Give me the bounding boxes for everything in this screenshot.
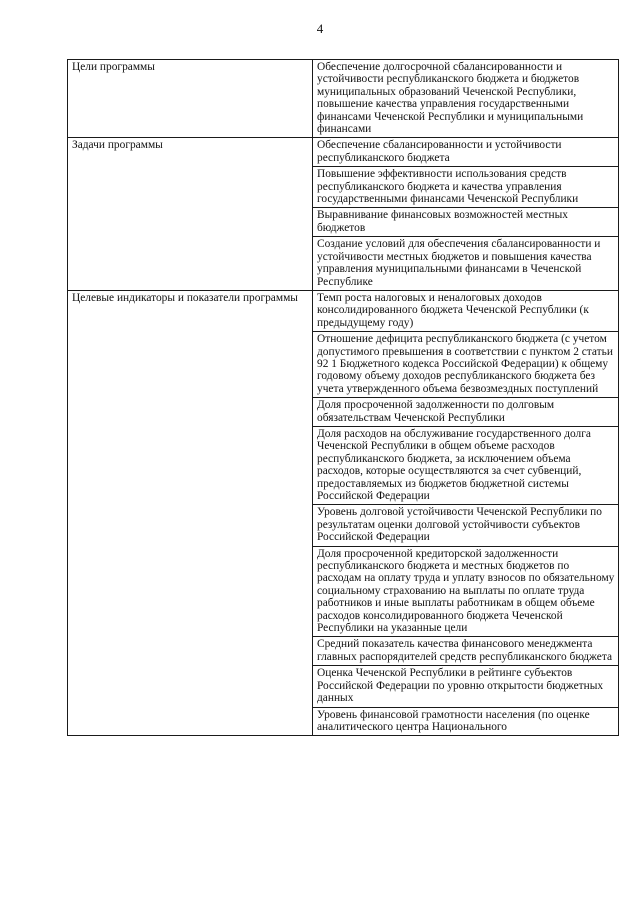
page-number: 4 xyxy=(316,21,324,36)
program-passport-table xyxy=(67,59,619,736)
task-item: Обеспечение сбалансированности и устойчивости республиканского бюджета xyxy=(313,138,619,167)
indicator-item: Уровень долговой устойчивости Чеченской Республики по результатам оценки долговой устойчивости субъектов Российской Федерации xyxy=(313,505,619,546)
task-item: Выравнивание финансовых возможностей местных бюджетов xyxy=(313,208,619,237)
task-item: Создание условий для обеспечения сбалансированности и устойчивости местных бюджетов и повышения качества управления муниципальными финансами в Чеченской Республике xyxy=(313,237,619,291)
indicator-item: Темп роста налоговых и неналоговых доходов консолидированного бюджета Чеченской Республики (к предыдущему году) xyxy=(313,290,619,331)
indicator-item: Уровень финансовой грамотности населения (по оценке аналитического центра Национального xyxy=(313,707,619,736)
table-row xyxy=(68,290,619,331)
indicator-item: Доля расходов на обслуживание государственного долга Чеченской Республики в общем объеме расходов республиканского бюджета, за исключением объема расходов, которые осуществляются за счет субвенций, предоставляемых из бюджетов бюджетной системы Российской Федерации xyxy=(313,426,619,504)
indicator-item: Доля просроченной кредиторской задолженности республиканского бюджета и местных бюджетов по расходам на оплату труда и уплату взносов по обязательному социальному страхованию на выплаты по оплате труда работников и иные выплаты работникам в общем объеме расходов консолидированного бюджета Чеченской Республики на указанные цели xyxy=(313,546,619,637)
row-label-indicators: Целевые индикаторы и показатели программы xyxy=(68,290,313,735)
table-row xyxy=(68,138,619,167)
indicator-item: Средний показатель качества финансового менеджмента главных распорядителей средств республиканского бюджета xyxy=(313,637,619,666)
indicator-item: Отношение дефицита республиканского бюджета (с учетом допустимого превышения в соответствии с пунктом 2 статьи 92 1 Бюджетного кодекса Российской Федерации) к общему годовому объему доходов республиканского бюджета без учета утвержденного объема безвозмездных поступлений xyxy=(313,332,619,398)
row-label-goals: Цели программы xyxy=(68,60,313,138)
goal-item: Обеспечение долгосрочной сбалансированности и устойчивости республиканского бюджета и бюджетов муниципальных образований Чеченской Республики, повышение качества управления государственными финансами Чеченской Республики и муниципальными финансами xyxy=(313,60,619,138)
indicator-item: Доля просроченной задолженности по долговым обязательствам Чеченской Республики xyxy=(313,398,619,427)
task-item: Повышение эффективности использования средств республиканского бюджета и качества управления государственными финансами Чеченской Республики xyxy=(313,167,619,208)
table-row xyxy=(68,60,619,138)
indicator-item: Оценка Чеченской Республики в рейтинге субъектов Российской Федерации по уровню открытости бюджетных данных xyxy=(313,666,619,707)
row-label-tasks: Задачи программы xyxy=(68,138,313,290)
